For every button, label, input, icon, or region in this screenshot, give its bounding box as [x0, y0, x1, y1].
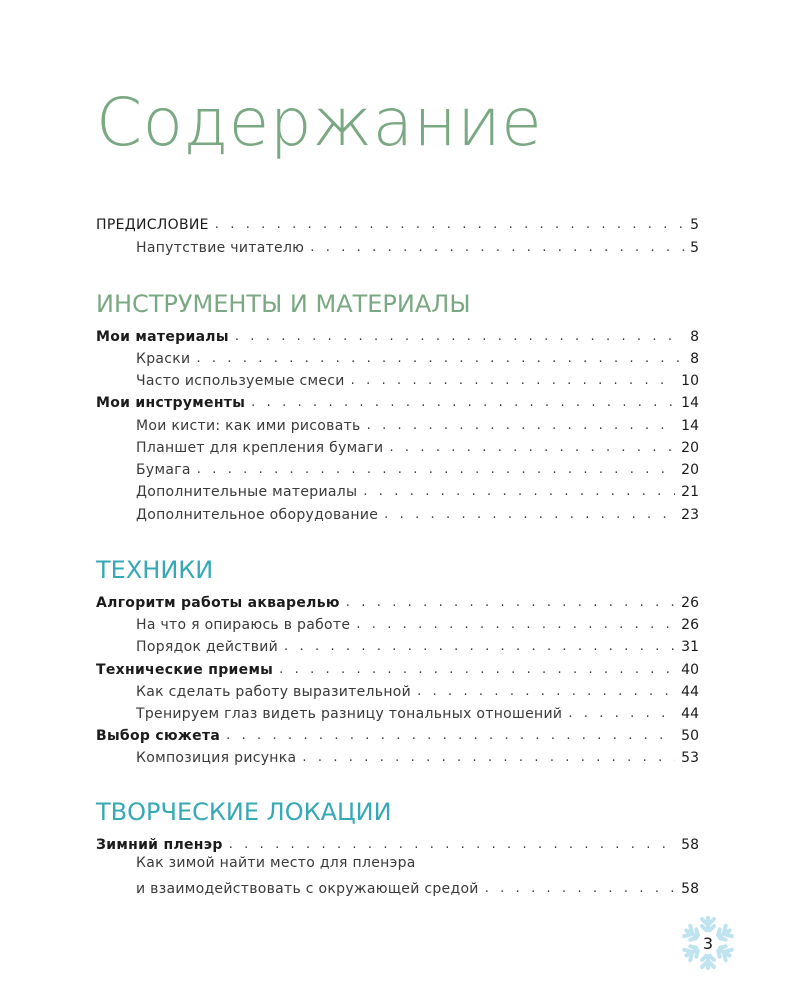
toc-entry-page: 14	[681, 418, 699, 434]
toc-entry-page: 58	[681, 837, 699, 853]
page-title: Содержание	[96, 84, 543, 161]
toc-entry-page: 31	[681, 639, 699, 655]
toc-entry-page: 20	[681, 462, 699, 478]
toc-entry-page: 26	[681, 595, 699, 611]
toc-entry-preface[interactable]	[96, 212, 699, 234]
toc-entry-board[interactable]	[136, 435, 699, 457]
dot-leader	[417, 683, 675, 701]
toc-entry-page: 40	[681, 662, 699, 678]
toc-entry-page: 53	[681, 750, 699, 766]
dot-leader	[310, 239, 684, 257]
toc-entry-expressive[interactable]	[136, 679, 699, 701]
toc-entry-label: Тренируем глаз видеть разницу тональных отношений	[136, 706, 563, 722]
toc-entry-page: 44	[681, 684, 699, 700]
toc-entry-composition[interactable]	[136, 745, 699, 767]
toc-entry-label: Мои кисти: как ими рисовать	[136, 418, 361, 434]
toc-entry-subject-choice[interactable]	[96, 723, 699, 745]
section-heading-tools: ИНСТРУМЕНТЫ И МАТЕРИАЛЫ	[96, 290, 471, 318]
toc-entry-label: ПРЕДИСЛОВИЕ	[96, 217, 209, 233]
toc-entry-page: 58	[681, 881, 699, 897]
toc-entry-label: Мои инструменты	[96, 395, 246, 411]
dot-leader	[568, 705, 675, 723]
toc-entry-label: Краски	[136, 351, 191, 367]
toc-entry-label: Зимний пленэр	[96, 837, 223, 853]
toc-entry-page: 5	[690, 217, 699, 233]
toc-entry-label: Планшет для крепления бумаги	[136, 440, 384, 456]
toc-entry-label: Дополнительные материалы	[136, 484, 358, 500]
page-number: 3	[702, 933, 714, 953]
dot-leader	[351, 372, 676, 390]
toc-entry-techniques[interactable]	[96, 657, 699, 679]
dot-leader	[302, 749, 675, 767]
dot-leader	[367, 417, 676, 435]
dot-leader	[197, 461, 675, 479]
toc-entry-page: 14	[681, 395, 699, 411]
section-heading-techniques: ТЕХНИКИ	[96, 556, 214, 584]
dot-leader	[384, 506, 675, 524]
toc-entry-label: На что я опираюсь в работе	[136, 617, 351, 633]
toc-entry-tonal-training[interactable]	[136, 701, 699, 723]
toc-entry-page: 21	[681, 484, 699, 500]
dot-leader	[279, 661, 675, 679]
dot-leader	[485, 880, 675, 898]
toc-entry-label: Дополнительное оборудование	[136, 507, 379, 523]
toc-entry-winter-spot-line1[interactable]: Как зимой найти место для пленэра	[136, 855, 416, 871]
toc-entry-page: 26	[681, 617, 699, 633]
toc-entry-label: Порядок действий	[136, 639, 279, 655]
toc-entry-label: Бумага	[136, 462, 191, 478]
toc-entry-page: 5	[690, 240, 699, 256]
toc-entry-page: 10	[681, 373, 699, 389]
toc-entry-page: 8	[690, 329, 699, 345]
dot-leader	[284, 638, 675, 656]
dot-leader	[226, 727, 675, 745]
toc-entry-label: Как сделать работу выразительной	[136, 684, 412, 700]
toc-entry-foundations[interactable]	[136, 612, 699, 634]
toc-entry-page: 23	[681, 507, 699, 523]
toc-entry-extra-equipment[interactable]	[136, 502, 699, 524]
toc-entry-paper[interactable]	[136, 457, 699, 479]
toc-entry-page: 20	[681, 440, 699, 456]
toc-entry-label: Композиция рисунка	[136, 750, 297, 766]
toc-entry-watercolor-algorithm[interactable]	[96, 590, 699, 612]
toc-entry-label: Часто используемые смеси	[136, 373, 345, 389]
toc-entry-extra-materials[interactable]	[136, 479, 699, 501]
dot-leader	[356, 616, 675, 634]
section-heading-locations: ТВОРЧЕСКИЕ ЛОКАЦИИ	[96, 798, 392, 826]
toc-entry-mixes[interactable]	[136, 368, 699, 390]
toc-entry-label: Алгоритм работы акварелью	[96, 595, 340, 611]
toc-entry-brushes[interactable]	[136, 413, 699, 435]
dot-leader	[389, 439, 675, 457]
toc-entry-label: Мои материалы	[96, 329, 229, 345]
toc-entry-label: Технические приемы	[96, 662, 274, 678]
dot-leader	[215, 216, 684, 234]
dot-leader	[235, 328, 684, 346]
toc-entry-paints[interactable]	[136, 346, 699, 368]
dot-leader	[363, 483, 675, 501]
dot-leader	[251, 394, 675, 412]
toc-entry-label: и взаимодействовать с окружающей средой	[136, 881, 479, 897]
dot-leader	[196, 350, 684, 368]
dot-leader	[229, 836, 675, 854]
toc-entry-reader-note[interactable]	[136, 235, 699, 257]
toc-entry-winter-spot[interactable]	[136, 876, 699, 898]
dot-leader	[346, 594, 675, 612]
toc-entry-label: Напутствие читателю	[136, 240, 305, 256]
toc-entry-my-materials[interactable]	[96, 324, 699, 346]
toc-entry-winter-plein-air[interactable]	[96, 832, 699, 854]
toc-entry-page: 50	[681, 728, 699, 744]
toc-entry-my-tools[interactable]	[96, 390, 699, 412]
toc-entry-page: 8	[690, 351, 699, 367]
toc-entry-steps[interactable]	[136, 634, 699, 656]
toc-entry-label: Выбор сюжета	[96, 728, 221, 744]
toc-entry-page: 44	[681, 706, 699, 722]
